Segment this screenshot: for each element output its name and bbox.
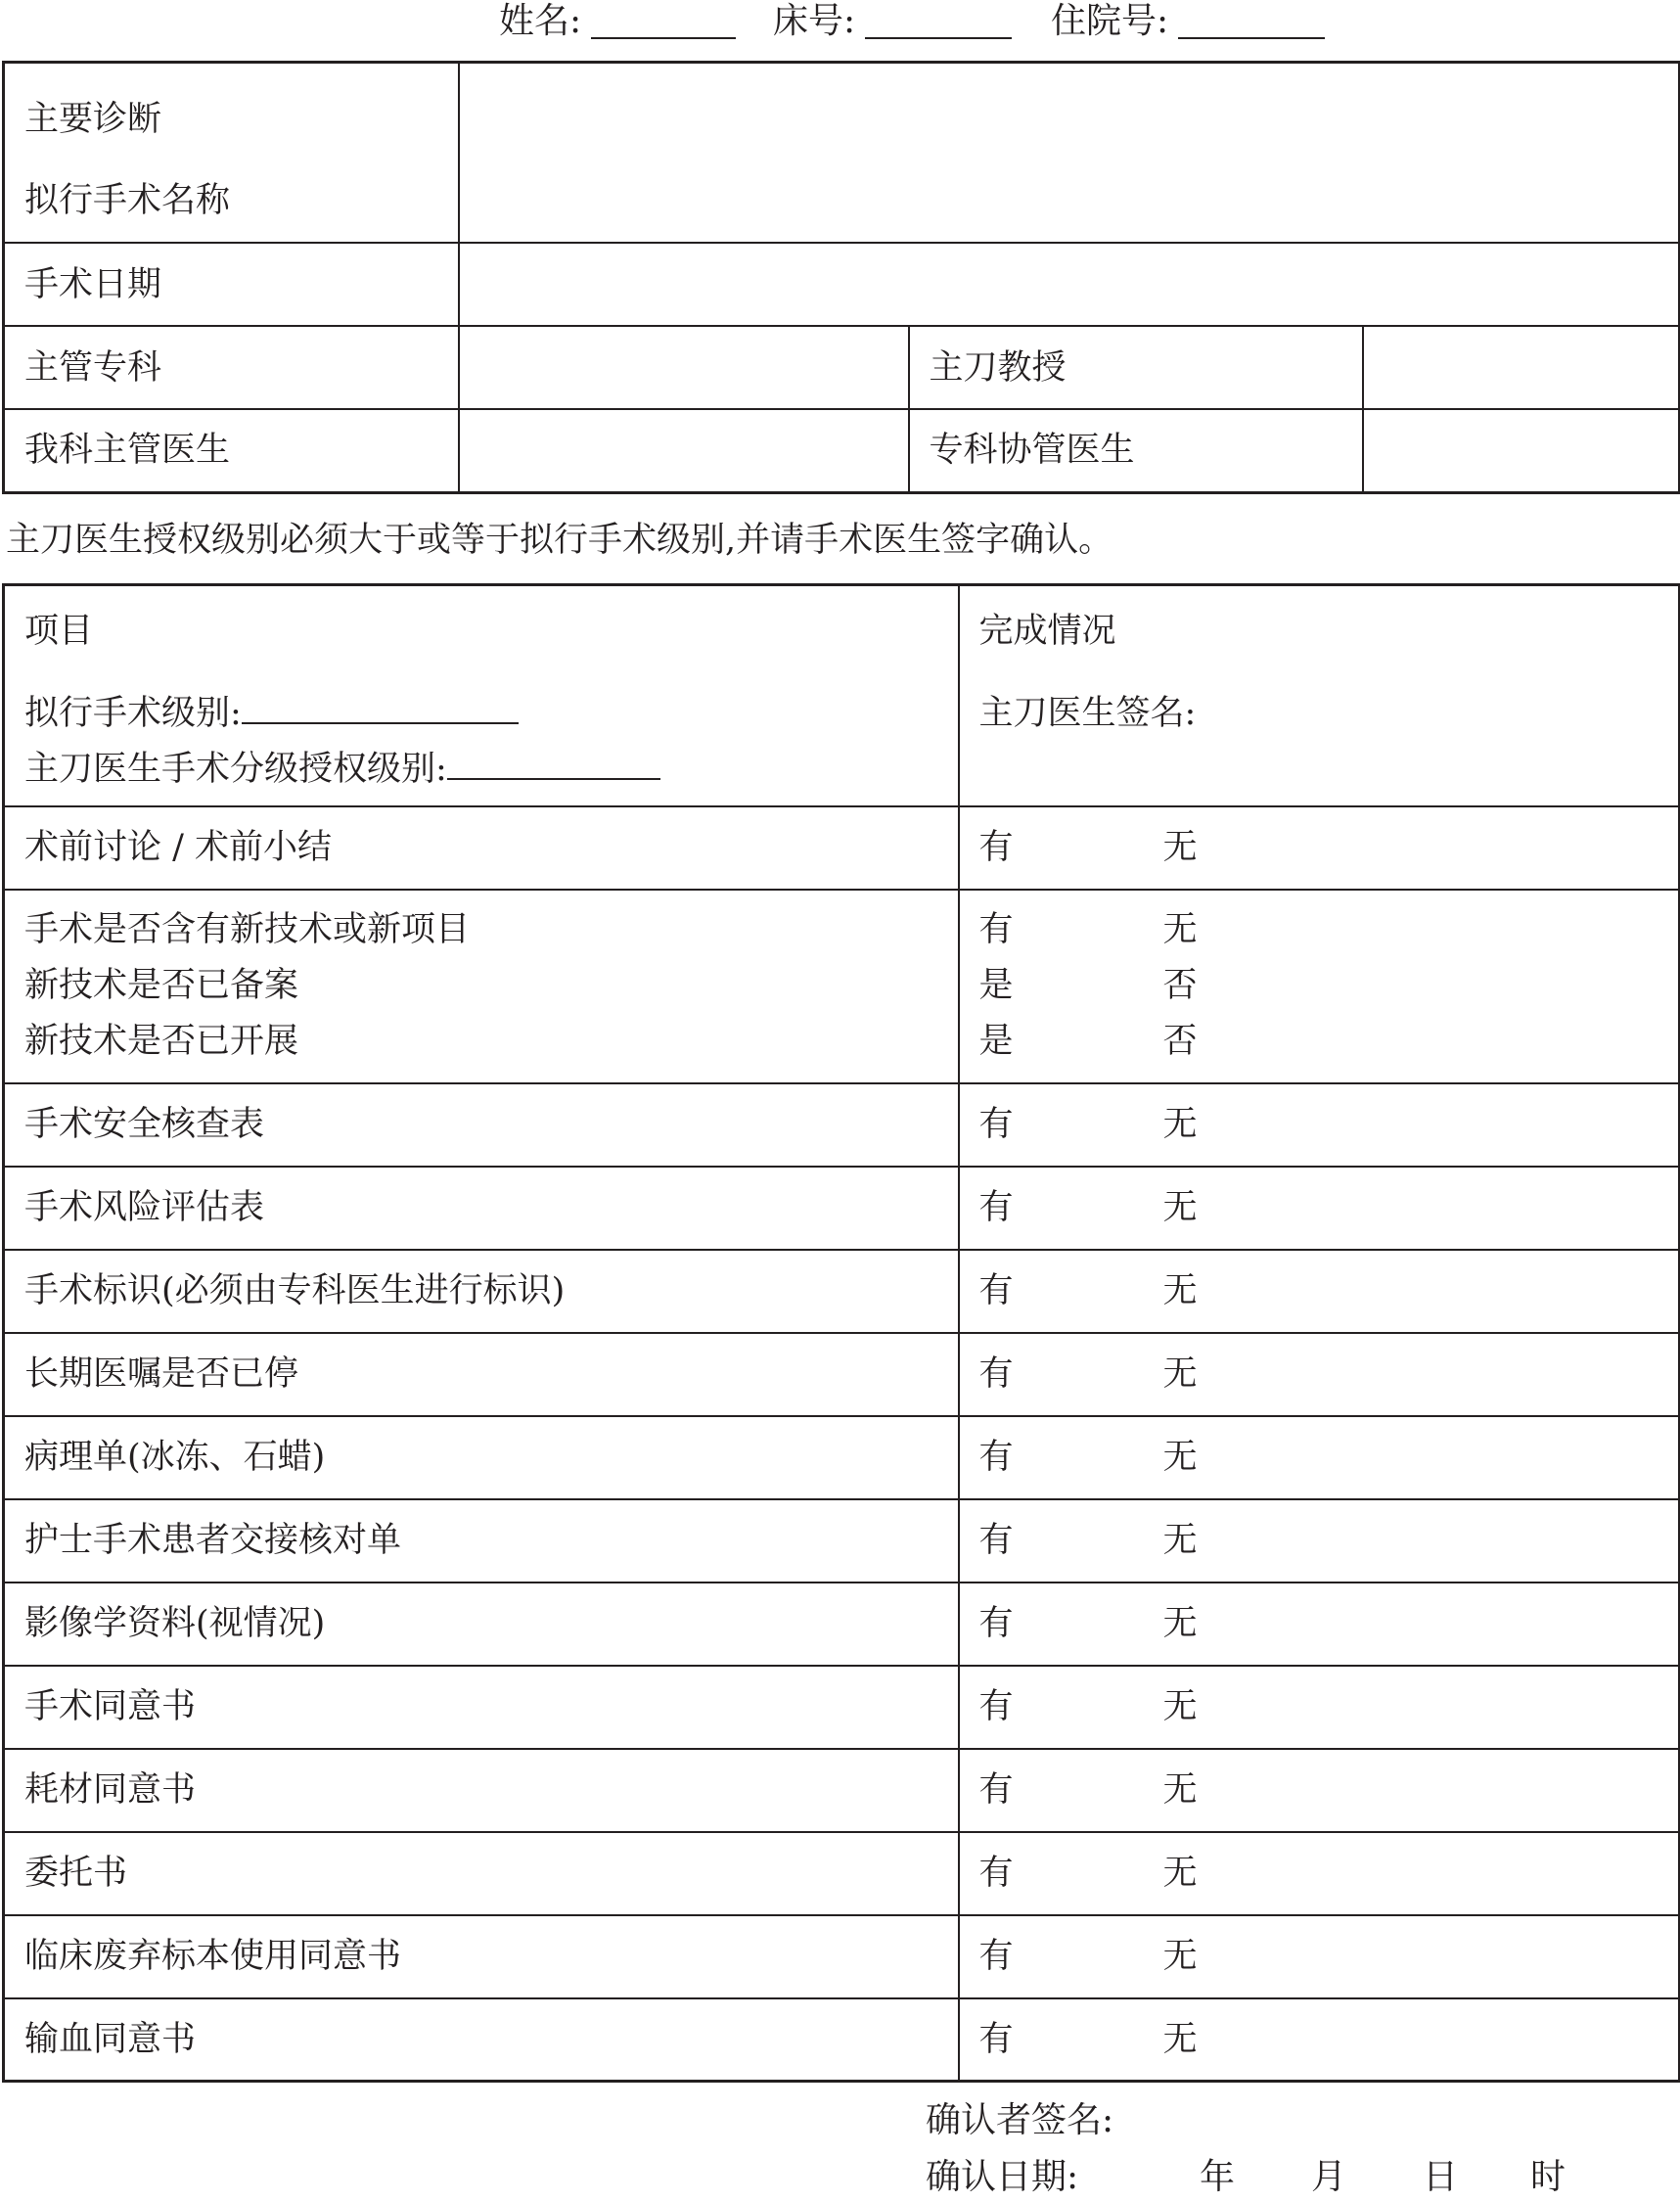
option-no[interactable]: 无 bbox=[1162, 1271, 1198, 1310]
row-options[interactable] bbox=[959, 1083, 1680, 1167]
row-label: 手术标识(必须由专科医生进行标识) bbox=[4, 1250, 959, 1333]
option-yes[interactable]: 是 bbox=[978, 1022, 1014, 1061]
option-yes[interactable]: 有 bbox=[978, 1521, 1014, 1560]
row-options[interactable] bbox=[959, 1583, 1680, 1666]
option-yes[interactable]: 有 bbox=[978, 2019, 1014, 2059]
row-label: 手术风险评估表 bbox=[4, 1167, 959, 1250]
option-yes[interactable]: 有 bbox=[978, 1105, 1014, 1144]
table-row bbox=[4, 1749, 1680, 1832]
option-yes[interactable]: 有 bbox=[978, 1687, 1014, 1726]
surgery-level-label: 拟行手术级别: bbox=[24, 694, 242, 733]
option-no[interactable]: 否 bbox=[1162, 966, 1198, 1005]
option-no[interactable]: 无 bbox=[1162, 1770, 1198, 1810]
table-row bbox=[4, 1666, 1680, 1749]
option-no[interactable]: 无 bbox=[1162, 828, 1198, 867]
table-row bbox=[4, 1250, 1680, 1333]
row-label: 手术安全核查表 bbox=[4, 1083, 959, 1167]
name-label: 姓名: bbox=[499, 1, 582, 41]
row-options[interactable] bbox=[959, 1416, 1680, 1499]
row-options[interactable] bbox=[959, 806, 1680, 890]
admission-label: 住院号: bbox=[1051, 1, 1169, 41]
hour-label: 时 bbox=[1530, 2157, 1566, 2197]
authorization-note: 主刀医生授权级别必须大于或等于拟行手术级别,并请手术医生签字确认。 bbox=[6, 521, 1113, 560]
main-diagnosis-label: 主要诊断 bbox=[24, 100, 162, 139]
option-no[interactable]: 无 bbox=[1162, 2019, 1198, 2059]
option-yes[interactable]: 有 bbox=[978, 1604, 1014, 1643]
month-label: 月 bbox=[1311, 2157, 1347, 2197]
item-header: 项目 bbox=[24, 612, 94, 651]
row-options[interactable] bbox=[959, 1167, 1680, 1250]
table-row bbox=[4, 1416, 1680, 1499]
option-yes[interactable]: 有 bbox=[978, 1354, 1014, 1394]
surgery-level-field[interactable] bbox=[242, 689, 519, 724]
table-row bbox=[4, 1083, 1680, 1167]
our-doctor-value[interactable] bbox=[459, 409, 909, 492]
item-header-cell bbox=[4, 585, 959, 806]
diagnosis-surgery-label-cell bbox=[4, 63, 459, 244]
table-row bbox=[4, 806, 1680, 890]
auth-level-label: 主刀医生手术分级授权级别: bbox=[24, 750, 447, 789]
department-label: 主管专科 bbox=[4, 326, 459, 409]
row-options[interactable] bbox=[959, 1832, 1680, 1915]
department-value[interactable] bbox=[459, 326, 909, 409]
row-options[interactable] bbox=[959, 1915, 1680, 1998]
checklist-table bbox=[2, 583, 1680, 2083]
bed-field[interactable] bbox=[865, 37, 1012, 39]
day-label: 日 bbox=[1423, 2157, 1459, 2197]
name-field[interactable] bbox=[591, 37, 736, 39]
option-yes[interactable]: 有 bbox=[978, 910, 1014, 949]
row-label: 手术是否含有新技术或新项目 bbox=[24, 910, 471, 949]
surgery-date-value[interactable] bbox=[459, 243, 1680, 326]
option-no[interactable]: 无 bbox=[1162, 1937, 1198, 1976]
admission-field[interactable] bbox=[1178, 37, 1325, 39]
row-label-group bbox=[4, 890, 959, 1083]
row-options-group[interactable] bbox=[959, 890, 1680, 1083]
option-no[interactable]: 无 bbox=[1162, 1188, 1198, 1227]
option-no[interactable]: 无 bbox=[1162, 1438, 1198, 1477]
row-options[interactable] bbox=[959, 1749, 1680, 1832]
option-no[interactable]: 无 bbox=[1162, 1105, 1198, 1144]
table-row bbox=[4, 1583, 1680, 1666]
option-yes[interactable]: 有 bbox=[978, 1937, 1014, 1976]
row-label: 长期医嘱是否已停 bbox=[4, 1333, 959, 1416]
option-yes[interactable]: 有 bbox=[978, 828, 1014, 867]
planned-surgery-label: 拟行手术名称 bbox=[24, 181, 231, 220]
row-label: 委托书 bbox=[4, 1832, 959, 1915]
chief-surgeon-value[interactable] bbox=[1363, 326, 1680, 409]
option-no[interactable]: 无 bbox=[1162, 1604, 1198, 1643]
row-options[interactable] bbox=[959, 1666, 1680, 1749]
table-row bbox=[4, 1832, 1680, 1915]
chief-surgeon-label: 主刀教授 bbox=[909, 326, 1363, 409]
row-label: 临床废弃标本使用同意书 bbox=[4, 1915, 959, 1998]
row-options[interactable] bbox=[959, 1499, 1680, 1583]
row-label: 输血同意书 bbox=[4, 1998, 959, 2082]
table-row bbox=[4, 890, 1680, 1083]
row-label: 新技术是否已备案 bbox=[24, 966, 299, 1005]
row-options[interactable] bbox=[959, 1250, 1680, 1333]
option-yes[interactable]: 是 bbox=[978, 966, 1014, 1005]
row-label: 耗材同意书 bbox=[4, 1749, 959, 1832]
surgeon-signature-label[interactable]: 主刀医生签名: bbox=[978, 694, 1197, 733]
option-yes[interactable]: 有 bbox=[978, 1188, 1014, 1227]
surgery-date-label: 手术日期 bbox=[4, 243, 459, 326]
signer-label[interactable]: 确认者签名: bbox=[926, 2100, 1114, 2140]
row-label: 手术同意书 bbox=[4, 1666, 959, 1749]
option-yes[interactable]: 有 bbox=[978, 1271, 1014, 1310]
table-row bbox=[4, 1167, 1680, 1250]
row-options[interactable] bbox=[959, 1998, 1680, 2082]
option-yes[interactable]: 有 bbox=[978, 1854, 1014, 1893]
table-row bbox=[4, 1499, 1680, 1583]
row-label: 术前讨论 / 术前小结 bbox=[4, 806, 959, 890]
option-no[interactable]: 否 bbox=[1162, 1022, 1198, 1061]
row-label: 病理单(冰冻、石蜡) bbox=[4, 1416, 959, 1499]
row-label: 护士手术患者交接核对单 bbox=[4, 1499, 959, 1583]
our-doctor-label: 我科主管医生 bbox=[4, 409, 459, 492]
option-no[interactable]: 无 bbox=[1162, 1854, 1198, 1893]
row-label: 新技术是否已开展 bbox=[24, 1022, 299, 1061]
status-header-cell bbox=[959, 585, 1680, 806]
option-no[interactable]: 无 bbox=[1162, 910, 1198, 949]
assist-doctor-value[interactable] bbox=[1363, 409, 1680, 492]
surgery-info-table bbox=[2, 61, 1680, 494]
patient-header bbox=[0, 0, 1680, 47]
table-row bbox=[4, 1333, 1680, 1416]
option-yes[interactable]: 有 bbox=[978, 1770, 1014, 1810]
checklist-header-row bbox=[4, 585, 1680, 806]
assist-doctor-label: 专科协管医生 bbox=[909, 409, 1363, 492]
option-no[interactable]: 无 bbox=[1162, 1354, 1198, 1394]
table-row bbox=[4, 1915, 1680, 1998]
table-row bbox=[4, 1998, 1680, 2082]
status-header: 完成情况 bbox=[978, 612, 1116, 651]
option-yes[interactable]: 有 bbox=[978, 1438, 1014, 1477]
row-label: 影像学资料(视情况) bbox=[4, 1583, 959, 1666]
diagnosis-surgery-value[interactable] bbox=[459, 63, 1680, 244]
bed-label: 床号: bbox=[773, 1, 856, 41]
option-no[interactable]: 无 bbox=[1162, 1687, 1198, 1726]
option-no[interactable]: 无 bbox=[1162, 1521, 1198, 1560]
confirm-date-label[interactable]: 确认日期: bbox=[926, 2157, 1079, 2197]
auth-level-field[interactable] bbox=[447, 745, 660, 780]
row-options[interactable] bbox=[959, 1333, 1680, 1416]
year-label: 年 bbox=[1200, 2157, 1236, 2197]
